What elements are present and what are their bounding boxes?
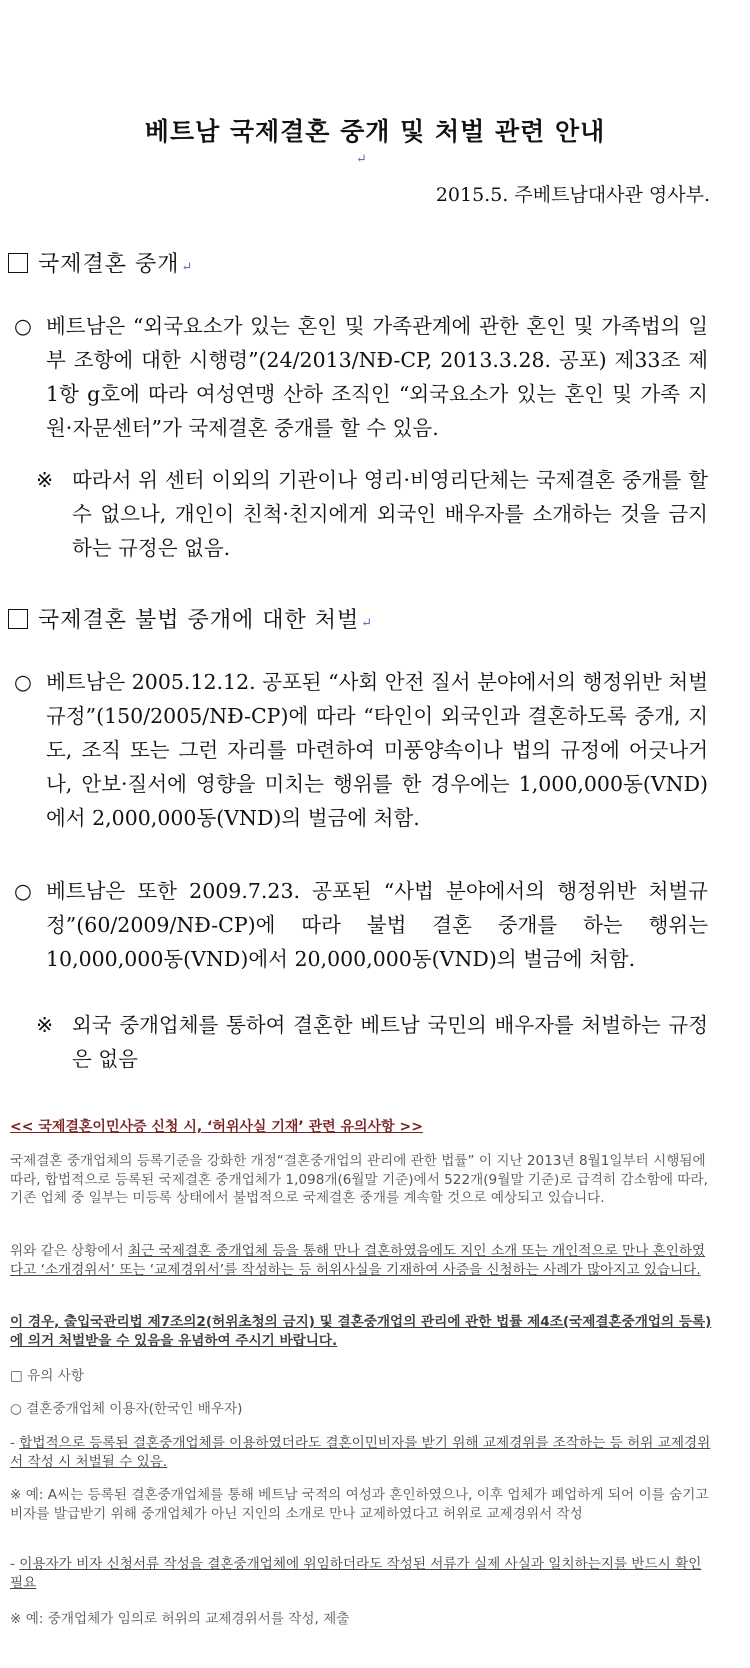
notice-heading: << 국제결혼이민사증 신청 시, ‘허위사실 기재’ 관련 유의사항 >> xyxy=(10,1119,423,1135)
issue-date-line: 2015.5. 주베트남대사관 영사부. xyxy=(435,184,710,206)
notice-target: ○ 결혼중개업체 이용자(한국인 배우자) xyxy=(10,1401,243,1417)
paragraph-mark-icon: ↵ xyxy=(361,616,374,631)
notice-example-2: ※ 예: 중개업체가 임의로 허위의 교제경위서를 작성, 제출 xyxy=(10,1611,350,1627)
notice-paragraph-1: 국제결혼 중개업체의 등록기준을 강화한 개정“결혼중개업의 관리에 관한 법률” 이 지난 2013년 8월1일부터 시행됨에 따라, 합법적으로 등록된 국제결혼 중개업체가 1,098개(6월말 기준)에서 522개(9월말 기준)로 급격히 감소함에 따라, 기존 업체 중 일부는 미등록 상태에서 불법적으로 국제결혼 중개를 계속할 것으로 예상되고 있습니다. xyxy=(10,1153,708,1206)
paragraph-mark-icon: ↵ xyxy=(356,152,367,167)
note-text: 외국 중개업체를 통하여 결혼한 베트남 국민의 배우자를 처벌하는 규정은 없음 xyxy=(72,1013,708,1071)
notice-paragraph-3: 이 경우, 출입국관리법 제7조의2(허위초청의 금지) 및 결혼중개업의 관리에 관한 법률 제4조(국제결혼중개업의 등록)에 의거 처벌받을 수 있음을 유념하여 주시기 바랍니다. xyxy=(10,1314,712,1349)
notice-example-1: ※ 예: A씨는 등록된 결혼중개업체를 통해 베트남 국적의 여성과 혼인하였으나, 이후 업체가 폐업하게 되어 이를 숨기고 비자를 발급받기 위해 중개업체가 아닌 지인의 소개로 만나 교제하였다고 허위로 교제경위서 작성 xyxy=(10,1487,709,1522)
paragraph-mark-icon: ↵ xyxy=(181,260,194,275)
circle-bullet: ○ xyxy=(14,670,32,694)
notice-paragraph-2: 위와 같은 상황에서 최근 국제결혼 중개업체 등을 통해 만나 결혼하였음에도 지인 소개 또는 개인적으로 만나 혼인하였다고 ‘소개경위서’ 또는 ‘교제경위서’를 작성하는 등 허위사실을 기재하여 사증을 신청하는 사례가 많아지고 있습니다. xyxy=(10,1243,706,1278)
note-item xyxy=(36,1008,708,1076)
list-item xyxy=(8,665,708,835)
circle-bullet: ○ xyxy=(14,314,32,338)
reference-mark-bullet: ※ xyxy=(36,1013,54,1037)
note-text: 따라서 위 센터 이외의 기관이나 영리·비영리단체는 국제결혼 중개를 할 수 없으나, 개인이 친척·친지에게 외국인 배우자를 소개하는 것을 금지하는 규정은 없음. xyxy=(72,468,708,560)
section-heading-text: 국제결혼 불법 중개에 대한 처벌 xyxy=(38,608,360,633)
section-heading-text: 국제결혼 중개 xyxy=(38,252,180,277)
section-heading-punishment xyxy=(8,603,373,634)
note-item xyxy=(36,463,708,565)
list-item-text: 베트남은 2005.12.12. 공포된 “사회 안전 질서 분야에서의 행정위반 처벌규정”(150/2005/NĐ-CP)에 따라 “타인이 외국인과 결혼하도록 중개, 지도, 조직 또는 그런 자리를 마련하여 미풍양속이나 법의 규정에 어긋나거나, 안보·질서에 영향을 미치는 행위를 한 경우에는 1,000,000동(VND)에서 2,000,000동(VND)의 벌금에 처함. xyxy=(46,670,708,830)
section-heading-brokerage xyxy=(8,247,193,278)
notice-dash-item-1: - 합법적으로 등록된 결혼중개업체를 이용하였더라도 결혼이민비자를 받기 위해 교제경위를 조작하는 등 허위 교제경위서 작성 시 처벌될 수 있음. xyxy=(10,1435,711,1470)
reference-mark-bullet: ※ xyxy=(36,468,54,492)
list-item-text: 베트남은 “외국요소가 있는 혼인 및 가족관계에 관한 혼인 및 가족법의 일부 조항에 대한 시행령”(24/2013/NĐ-CP, 2013.3.28. 공포) 제33조 제1항 g호에 따라 여성연맹 산하 조직인 “외국요소가 있는 혼인 및 가족 지원·자문센터”가 국제결혼 중개를 할 수 있음. xyxy=(46,314,708,440)
notice-sub-heading: □ 유의 사항 xyxy=(10,1368,85,1384)
document-title: 베트남 국제결혼 중개 및 처벌 관련 안내 xyxy=(144,117,606,146)
checkbox-square-icon xyxy=(8,609,28,629)
checkbox-square-icon xyxy=(8,253,28,273)
notice-dash-item-2: - 이용자가 비자 신청서류 작성을 결혼중개업체에 위임하더라도 작성된 서류가 실제 사실과 일치하는지를 반드시 확인 필요 xyxy=(10,1556,702,1591)
list-item-text: 베트남은 또한 2009.7.23. 공포된 “사법 분야에서의 행정위반 처벌규정”(60/2009/NĐ-CP)에 따라 불법 결혼 중개를 하는 행위는 10,000,000동(VND)에서 20,000,000동(VND)의 벌금에 처함. xyxy=(46,879,708,971)
list-item xyxy=(8,309,708,445)
list-item xyxy=(8,874,708,976)
circle-bullet: ○ xyxy=(14,879,32,903)
